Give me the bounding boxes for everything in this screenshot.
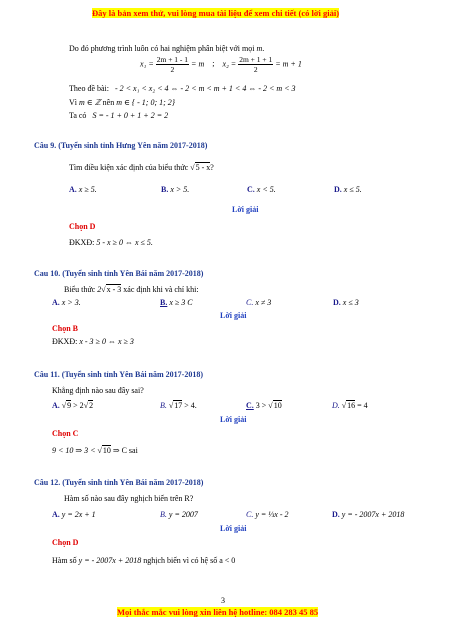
q9-option-d[interactable]: D. x ≤ 5. — [334, 185, 362, 194]
q12-title: Câu 12. (Tuyển sinh tỉnh Yên Bái năm 2017-2018) — [34, 478, 204, 487]
q11-sol-rad: 10 — [102, 446, 111, 455]
q11-option-c[interactable]: C. 3 > √10 — [246, 401, 282, 410]
q11-option-a[interactable]: A. √9 > 2√2 — [52, 401, 94, 410]
q9-title: Câu 9. (Tuyển sinh tỉnh Hưng Yên năm 2017-2018) — [34, 141, 208, 150]
q12-option-d[interactable]: D. y = - 2007x + 2018 — [332, 510, 405, 519]
x2-label: x₂ = — [222, 59, 237, 69]
q11-option-d[interactable]: D. √16 = 4 — [332, 401, 368, 410]
x2-result: = m + 1 — [275, 59, 302, 69]
q9-question — [69, 163, 214, 172]
q11-loigiai: Lời giải — [220, 415, 247, 424]
theo-label: Theo đề bài: — [69, 84, 109, 93]
x1-num: 2m + 1 - 1 — [156, 55, 189, 64]
q9-solution — [69, 238, 153, 247]
q9-loigiai: Lời giải — [232, 205, 259, 214]
x2-den: 2 — [253, 65, 258, 74]
q9-answer: Chọn D — [69, 222, 96, 231]
q11-sol-pre: 9 < 10 ⇒ 3 < — [52, 446, 96, 455]
q10-solution — [52, 337, 134, 346]
page-number: 3 — [221, 596, 225, 605]
q10-answer: Chọn B — [52, 324, 79, 333]
q12-solution — [52, 556, 235, 565]
x1-result: = m — [191, 59, 205, 69]
intro-text: Do đó phương trình luôn có hai nghiệm phân biệt với mọi — [69, 44, 255, 53]
q9-option-b[interactable]: B. x > 5. — [161, 185, 190, 194]
q12-option-c[interactable]: C. y = ⅓x - 2 — [246, 510, 289, 519]
x1-label: x₁ = — [140, 59, 154, 69]
q9-dkxd-math: 5 - x ≥ 0 ⇔ x ≤ 5. — [96, 238, 153, 247]
x2-fraction — [238, 55, 273, 74]
q10-option-b[interactable]: B. x ≥ 3 C — [160, 298, 193, 307]
taco-math: S = - 1 + 0 + 1 + 2 = 2 — [92, 111, 169, 120]
q10-title: Cau 10. (Tuyển sinh tỉnh Yên Bái năm 2017-2018) — [34, 269, 204, 278]
q12-loigiai: Lời giải — [220, 524, 247, 533]
q10-text-post: xác định khi và chỉ khi: — [123, 285, 199, 294]
q10-option-a[interactable]: A. x > 3. — [52, 298, 81, 307]
q9-dkxd-label: ĐKXĐ: — [69, 238, 95, 247]
q11-question: Khẳng định nào sau đây sai? — [52, 386, 144, 395]
taco-line — [69, 111, 168, 120]
q12-sol-pre: Hàm số — [52, 556, 77, 565]
q10-text-pre: Biểu thức — [64, 285, 96, 294]
q9-qmark: ? — [210, 163, 214, 172]
x2-num: 2m + 1 + 1 — [239, 55, 273, 64]
q10-dkxd-label: ĐKXĐ: — [52, 337, 78, 346]
intro-var: m — [256, 44, 263, 53]
q9-radicand: 5 - x — [195, 163, 211, 172]
q11-option-b[interactable]: B. √17 > 4. — [160, 401, 197, 410]
q9-option-a[interactable]: A. x ≥ 5. — [69, 185, 97, 194]
q12-option-a[interactable]: A. y = 2x + 1 — [52, 510, 96, 519]
q9-sqrt: √5 - x — [190, 163, 211, 172]
q10-question — [64, 285, 199, 294]
taco-label: Ta có — [69, 111, 87, 120]
vi-math2: m ∈ { - 1; 0; 1; 2} — [116, 98, 175, 107]
x1-fraction — [156, 55, 189, 74]
q12-sol-post: nghịch biến vì có hệ số a < 0 — [143, 556, 236, 565]
roots-separator: ; — [212, 59, 215, 69]
q10-sqrt: √x - 3 — [101, 285, 122, 294]
q12-sol-math: y = - 2007x + 2018 — [78, 556, 142, 565]
vi-line — [69, 98, 175, 107]
q12-option-b[interactable]: B. y = 2007 — [160, 510, 198, 519]
q11-answer: Chọn C — [52, 429, 79, 438]
x1-den: 2 — [170, 65, 175, 74]
q11-title: Câu 11. (Tuyển sinh tỉnh Yên Bái năm 2017-2018) — [34, 370, 203, 379]
vi-math1: m ∈ ℤ — [79, 98, 101, 107]
q12-question: Hàm số nào sau đây nghịch biến trên R? — [64, 494, 194, 503]
q9-option-c[interactable]: C. x < 5. — [247, 185, 276, 194]
theo-de-bai-line — [69, 84, 296, 93]
q10-radicand: x - 3 — [106, 285, 122, 294]
q11-sol-post: ⇒ C sai — [112, 446, 138, 455]
q9-text: Tìm điều kiện xác định của biểu thức — [69, 163, 189, 172]
q10-coef: 2 — [97, 285, 102, 294]
vi-nen: nên — [102, 98, 115, 107]
q10-option-d[interactable]: D. x ≤ 3 — [333, 298, 359, 307]
theo-math: - 2 < x₁ < x₂ < 4 ⇔ - 2 < m < m + 1 < 4 ⇔ - 2 < m < 3 — [114, 84, 296, 93]
intro-line: Do đó phương trình luôn có hai nghiệm phân biệt với mọi m. — [69, 44, 265, 53]
roots-formula — [140, 55, 302, 74]
q12-answer: Chọn D — [52, 538, 79, 547]
vi-label: Vì — [69, 98, 77, 107]
q10-option-c[interactable]: C. x ≠ 3 — [246, 298, 272, 307]
hotline-footer: Mọi thắc mắc vui lòng xin liên hệ hotline: 084 283 45 85 — [117, 607, 319, 617]
q10-dkxd-math: x - 3 ≥ 0 ⇔ x ≥ 3 — [79, 337, 134, 346]
q11-solution: 9 < 10 ⇒ 3 < √10 ⇒ C sai — [52, 446, 138, 455]
q10-loigiai: Lời giải — [220, 311, 247, 320]
preview-header-banner: Đây là bản xem thử, vui lòng mua tài liệu để xem chi tiết (có lời giải) — [92, 8, 340, 18]
